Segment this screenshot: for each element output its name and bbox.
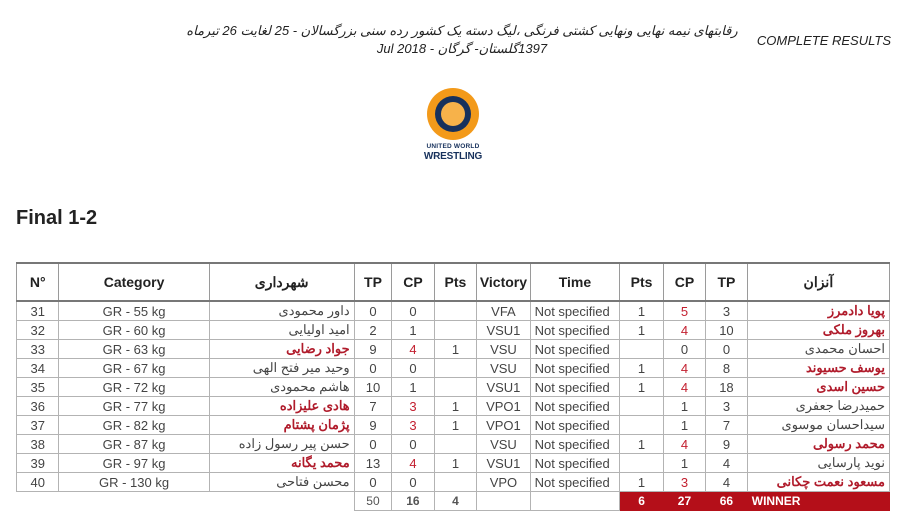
row-wrestler-right: پویا دادمرز [747, 301, 889, 321]
event-title-line1: رقابتهای نیمه نهایی ونهایی کشتی فرنگی ،لیگ دسته یک کشور رده سنی بزرگسالان - 25 لغایت 26 تیرماه [186, 23, 738, 38]
row-cp-right: 0 [663, 340, 705, 359]
row-pts-right: 1 [620, 435, 664, 454]
winner-label: WINNER [747, 492, 889, 511]
row-wrestler-right: سیداحسان موسوی [747, 416, 889, 435]
row-wrestler-left: وحید میر فتح الهی [209, 359, 354, 378]
row-victory: VSU1 [477, 378, 530, 397]
table-row [17, 397, 890, 416]
row-tp-left: 0 [354, 473, 392, 492]
table-row [17, 321, 890, 340]
col-pts-left: Pts [434, 263, 477, 301]
row-time: Not specified [530, 435, 620, 454]
total-pts-left: 4 [434, 492, 477, 511]
row-category: GR - 63 kg [59, 340, 209, 359]
table-row [17, 359, 890, 378]
row-no: 32 [17, 321, 59, 340]
row-wrestler-right: نوید پارسایی [747, 454, 889, 473]
col-no: N° [17, 263, 59, 301]
col-category: Category [59, 263, 209, 301]
row-wrestler-right: احسان محمدی [747, 340, 889, 359]
row-tp-left: 10 [354, 378, 392, 397]
row-cp-left: 1 [392, 378, 434, 397]
row-cp-right: 1 [663, 454, 705, 473]
row-victory: VPO1 [477, 397, 530, 416]
row-cp-right: 4 [663, 321, 705, 340]
col-victory: Victory [477, 263, 530, 301]
total-cp-right: 27 [663, 492, 705, 511]
row-tp-right: 8 [706, 359, 748, 378]
row-category: GR - 55 kg [59, 301, 209, 321]
row-pts-left: 1 [434, 397, 477, 416]
header-row [17, 263, 890, 301]
row-cp-left: 0 [392, 359, 434, 378]
table-row [17, 378, 890, 397]
row-time: Not specified [530, 340, 620, 359]
row-pts-right: 1 [620, 378, 664, 397]
row-pts-left: 1 [434, 340, 477, 359]
row-tp-right: 10 [706, 321, 748, 340]
complete-results-label: COMPLETE RESULTS [756, 33, 891, 48]
row-pts-left [434, 473, 477, 492]
logo-wrestlers-icon [441, 102, 465, 126]
row-time: Not specified [530, 321, 620, 340]
row-victory: VSU [477, 435, 530, 454]
row-tp-right: 9 [706, 435, 748, 454]
row-no: 36 [17, 397, 59, 416]
row-cp-right: 5 [663, 301, 705, 321]
row-category: GR - 130 kg [59, 473, 209, 492]
row-no: 40 [17, 473, 59, 492]
row-wrestler-left: جواد رضایی [209, 340, 354, 359]
col-pts-right: Pts [620, 263, 664, 301]
event-title [182, 22, 742, 58]
row-wrestler-left: هادی علیزاده [209, 397, 354, 416]
row-time: Not specified [530, 473, 620, 492]
col-team-right: آنزان [747, 263, 889, 301]
row-pts-left [434, 301, 477, 321]
row-pts-left [434, 435, 477, 454]
row-category: GR - 72 kg [59, 378, 209, 397]
row-no: 31 [17, 301, 59, 321]
row-cp-right: 1 [663, 416, 705, 435]
row-victory: VSU1 [477, 454, 530, 473]
row-wrestler-left: حسن پیر رسول زاده [209, 435, 354, 454]
row-tp-left: 0 [354, 435, 392, 454]
col-tp-left: TP [354, 263, 392, 301]
event-title-line2: 1397گلستان- گرگان - Jul 2018 [376, 41, 548, 56]
total-tp-left: 50 [354, 492, 392, 511]
row-tp-right: 0 [706, 340, 748, 359]
row-cp-left: 1 [392, 321, 434, 340]
col-tp-right: TP [706, 263, 748, 301]
row-cp-left: 0 [392, 435, 434, 454]
row-tp-right: 18 [706, 378, 748, 397]
row-wrestler-left: هاشم محمودی [209, 378, 354, 397]
row-category: GR - 97 kg [59, 454, 209, 473]
row-tp-left: 0 [354, 359, 392, 378]
row-wrestler-right: بهروز ملکی [747, 321, 889, 340]
row-pts-right [620, 454, 664, 473]
row-tp-left: 13 [354, 454, 392, 473]
row-pts-right: 1 [620, 359, 664, 378]
row-pts-left: 1 [434, 454, 477, 473]
row-cp-left: 0 [392, 473, 434, 492]
logo-text-united-world: UNITED WORLD [426, 143, 480, 150]
row-pts-left [434, 321, 477, 340]
table-row [17, 435, 890, 454]
row-pts-left [434, 378, 477, 397]
row-cp-left: 3 [392, 397, 434, 416]
table-row [17, 454, 890, 473]
total-pts-right: 6 [620, 492, 664, 511]
row-no: 38 [17, 435, 59, 454]
row-wrestler-right: یوسف حسیوند [747, 359, 889, 378]
row-wrestler-left: محمد یگانه [209, 454, 354, 473]
row-no: 33 [17, 340, 59, 359]
row-cp-right: 4 [663, 359, 705, 378]
row-category: GR - 60 kg [59, 321, 209, 340]
row-pts-right: 1 [620, 321, 664, 340]
row-cp-left: 4 [392, 340, 434, 359]
row-no: 35 [17, 378, 59, 397]
col-team-left: شهرداری [209, 263, 354, 301]
col-time: Time [530, 263, 620, 301]
row-tp-right: 4 [706, 454, 748, 473]
table-row [17, 473, 890, 492]
row-tp-right: 4 [706, 473, 748, 492]
row-victory: VPO [477, 473, 530, 492]
row-cp-right: 4 [663, 378, 705, 397]
row-pts-left: 1 [434, 416, 477, 435]
logo-text-wrestling: WRESTLING [423, 151, 483, 162]
table-row [17, 416, 890, 435]
row-time: Not specified [530, 454, 620, 473]
row-category: GR - 87 kg [59, 435, 209, 454]
row-cp-left: 3 [392, 416, 434, 435]
row-cp-left: 0 [392, 301, 434, 321]
total-tp-right: 66 [706, 492, 748, 511]
row-victory: VSU1 [477, 321, 530, 340]
totals-row [17, 492, 890, 511]
row-cp-right: 4 [663, 435, 705, 454]
row-no: 39 [17, 454, 59, 473]
row-tp-left: 2 [354, 321, 392, 340]
row-pts-right: 1 [620, 473, 664, 492]
row-tp-left: 9 [354, 340, 392, 359]
row-pts-right [620, 416, 664, 435]
row-category: GR - 67 kg [59, 359, 209, 378]
row-cp-right: 1 [663, 397, 705, 416]
row-pts-right [620, 397, 664, 416]
row-time: Not specified [530, 301, 620, 321]
row-wrestler-right: مسعود نعمت چکانی [747, 473, 889, 492]
row-tp-right: 3 [706, 397, 748, 416]
row-cp-right: 3 [663, 473, 705, 492]
row-pts-right [620, 340, 664, 359]
total-cp-left: 16 [392, 492, 434, 511]
results-table [16, 262, 890, 511]
row-pts-left [434, 359, 477, 378]
row-time: Not specified [530, 397, 620, 416]
row-wrestler-right: حسین اسدی [747, 378, 889, 397]
row-tp-right: 3 [706, 301, 748, 321]
row-no: 37 [17, 416, 59, 435]
row-time: Not specified [530, 359, 620, 378]
row-cp-left: 4 [392, 454, 434, 473]
row-category: GR - 82 kg [59, 416, 209, 435]
col-cp-left: CP [392, 263, 434, 301]
row-victory: VFA [477, 301, 530, 321]
row-category: GR - 77 kg [59, 397, 209, 416]
row-tp-left: 0 [354, 301, 392, 321]
row-wrestler-left: امید اولیایی [209, 321, 354, 340]
uww-logo [424, 88, 484, 168]
row-wrestler-left: محسن فتاحی [209, 473, 354, 492]
table-row [17, 340, 890, 359]
row-wrestler-left: داور محمودی [209, 301, 354, 321]
row-victory: VSU [477, 359, 530, 378]
row-no: 34 [17, 359, 59, 378]
row-tp-left: 7 [354, 397, 392, 416]
row-time: Not specified [530, 378, 620, 397]
row-wrestler-right: حمیدرضا جعفری [747, 397, 889, 416]
row-wrestler-right: محمد رسولی [747, 435, 889, 454]
row-wrestler-left: پژمان پشتام [209, 416, 354, 435]
row-time: Not specified [530, 416, 620, 435]
section-title: Final 1-2 [16, 207, 98, 229]
row-victory: VSU [477, 340, 530, 359]
row-pts-right: 1 [620, 301, 664, 321]
row-tp-right: 7 [706, 416, 748, 435]
table-row [17, 301, 890, 321]
col-cp-right: CP [663, 263, 705, 301]
row-victory: VPO1 [477, 416, 530, 435]
row-tp-left: 9 [354, 416, 392, 435]
